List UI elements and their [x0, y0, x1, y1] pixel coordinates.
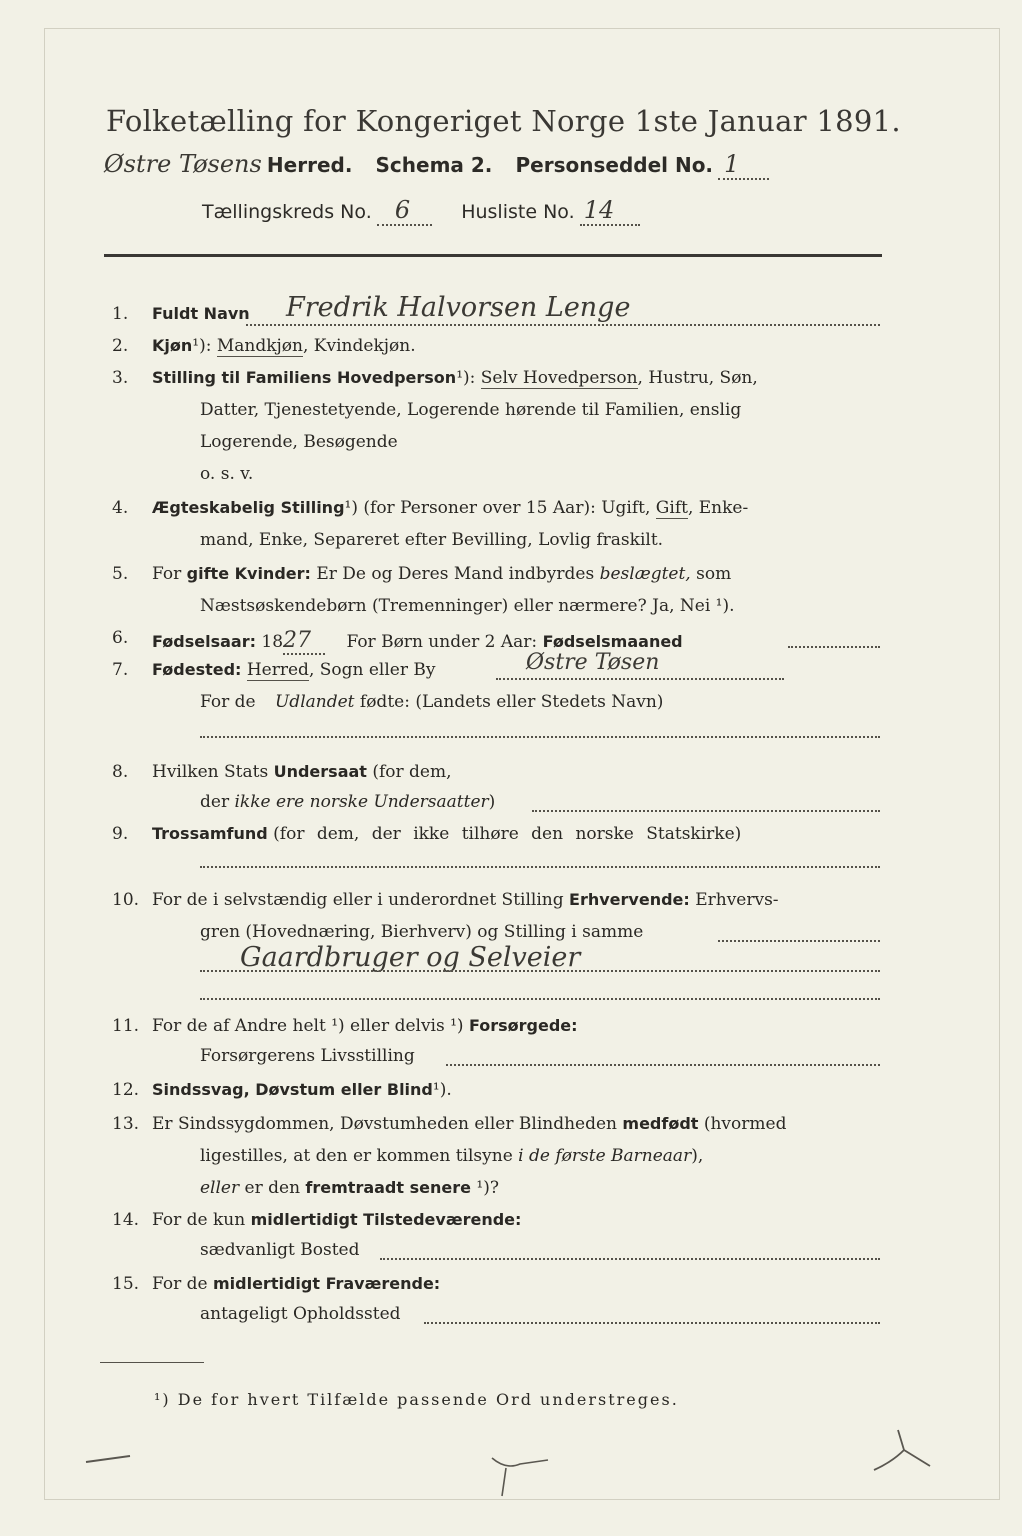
- kreds-line: [202, 196, 640, 224]
- q6-number: 6.: [112, 628, 129, 648]
- q15-line2: antageligt Opholdssted: [200, 1304, 401, 1324]
- q4-line2: mand, Enke, Separeret efter Bevilling, Lovlig fraskilt.: [200, 530, 664, 550]
- form-title: Folketælling for Kongeriget Norge 1ste Januar 1891.: [106, 104, 901, 138]
- q3-line2: Datter, Tjenestetyende, Logerende hørende til Familien, enslig: [200, 400, 742, 420]
- kreds-label: Tællingskreds No.: [202, 201, 372, 223]
- q2-underlined-option: Mandkjøn: [216, 336, 303, 356]
- q14-line1: For de kun midlertidigt Tilstedeværende:: [152, 1210, 522, 1230]
- q13-line1: Er Sindssygdommen, Døvstumheden eller Blindheden medfødt (hvormed: [152, 1114, 787, 1134]
- q12-line: Sindssvag, Døvstum eller Blind¹).: [152, 1080, 452, 1100]
- q13-number: 13.: [112, 1114, 140, 1134]
- q2-text: Kjøn¹): Mandkjøn, Kvindekjøn.: [152, 336, 416, 356]
- q1-answer-handwritten: Fredrik Halvorsen Lenge: [286, 292, 631, 323]
- herred-handwritten: Østre Tøsens: [104, 150, 262, 178]
- herred-label: Herred.: [266, 153, 353, 177]
- q3-line3: Logerende, Besøgende: [200, 432, 398, 452]
- q15-dotted-line: [424, 1322, 880, 1324]
- schema-label: Schema 2.: [375, 153, 493, 177]
- q7-line1: Fødested: Herred, Sogn eller By: [152, 660, 436, 680]
- q9-number: 9.: [112, 824, 129, 844]
- q8-line1: Hvilken Stats Undersaat (for dem,: [152, 762, 452, 782]
- q13-line3: eller er den fremtraadt senere ¹)?: [200, 1178, 499, 1198]
- q14-dotted-line: [380, 1258, 880, 1260]
- q5-line1: For gifte Kvinder: Er De og Deres Mand indbyrdes beslægtet, som: [152, 564, 732, 584]
- q13-line2: ligestilles, at den er kommen tilsyne i de første Barneaar),: [200, 1146, 704, 1166]
- q1-number: 1.: [112, 304, 129, 324]
- q14-number: 14.: [112, 1210, 140, 1230]
- q3-underlined-option: Selv Hovedperson: [480, 368, 638, 388]
- q8-number: 8.: [112, 762, 129, 782]
- q6-year-handwritten: 27: [283, 628, 325, 655]
- q7-dotted-line-2: [200, 736, 880, 738]
- q7-line2: For de Udlandet fødte: (Landets eller Stedets Navn): [200, 692, 664, 712]
- q7-dotted-line: [496, 678, 784, 680]
- q11-line1: For de af Andre helt ¹) eller delvis ¹) Forsørgede:: [152, 1016, 578, 1036]
- header-rule: [104, 254, 882, 257]
- q3-line4: o. s. v.: [200, 464, 254, 484]
- q9-dotted-line: [200, 866, 880, 868]
- pencil-marks: [0, 1420, 1022, 1520]
- q11-line2: Forsørgerens Livsstilling: [200, 1046, 415, 1066]
- q4-underlined-option: Gift: [655, 498, 688, 518]
- q9-line1: Trossamfund (for dem, der ikke tilhøre den norske Statskirke): [152, 824, 742, 844]
- q6-dotted-line: [788, 646, 880, 648]
- q10-line2: gren (Hovednæring, Bierhverv) og Stilling i samme: [200, 922, 644, 942]
- q4-number: 4.: [112, 498, 129, 518]
- q2-number: 2.: [112, 336, 129, 356]
- q10-answer-handwritten: Gaardbruger og Selveier: [240, 942, 581, 973]
- q4-line1: Ægteskabelig Stilling¹) (for Personer over 15 Aar): Ugift, Gift, Enke-: [152, 498, 749, 518]
- q1-label: Fuldt Navn: [152, 304, 250, 323]
- husliste-number: 14: [580, 196, 641, 226]
- q7-underlined-option: Herred: [246, 660, 309, 680]
- q11-number: 11.: [112, 1016, 140, 1036]
- q5-number: 5.: [112, 564, 129, 584]
- q5-line2: Næstsøskendebørn (Tremenninger) eller nærmere? Ja, Nei ¹).: [200, 596, 735, 616]
- q12-number: 12.: [112, 1080, 140, 1100]
- q10-line1: For de i selvstændig eller i underordnet Stilling Erhvervende: Erhvervs-: [152, 890, 779, 910]
- q10-dotted-line-2: [200, 970, 880, 972]
- q10-number: 10.: [112, 890, 140, 910]
- q8-dotted-line: [532, 810, 880, 812]
- q10-dotted-line: [718, 940, 880, 942]
- personseddel-number: 1: [718, 150, 769, 180]
- q1-dotted-line: [246, 324, 880, 326]
- q3-line1: Stilling til Familiens Hovedperson¹): Selv Hovedperson, Hustru, Søn,: [152, 368, 758, 388]
- q10-dotted-line-3: [200, 998, 880, 1000]
- q6-line: Fødselsaar: 1827 For Børn under 2 Aar: Fødselsmaaned: [152, 628, 683, 653]
- kreds-number: 6: [377, 196, 432, 226]
- husliste-label: Husliste No.: [461, 201, 575, 223]
- q7-answer-handwritten: Østre Tøsen: [526, 650, 660, 675]
- q14-line2: sædvanligt Bosted: [200, 1240, 360, 1260]
- q8-line2: der ikke ere norske Undersaatter): [200, 792, 496, 812]
- q3-number: 3.: [112, 368, 129, 388]
- footnote-rule: [100, 1362, 204, 1363]
- personseddel-label: Personseddel No.: [515, 153, 714, 177]
- footnote: ¹) De for hvert Tilfælde passende Ord understreges.: [154, 1390, 679, 1409]
- q15-number: 15.: [112, 1274, 140, 1294]
- herred-line: [104, 150, 769, 178]
- q15-line1: For de midlertidigt Fraværende:: [152, 1274, 441, 1294]
- q11-dotted-line: [446, 1064, 880, 1066]
- q7-number: 7.: [112, 660, 129, 680]
